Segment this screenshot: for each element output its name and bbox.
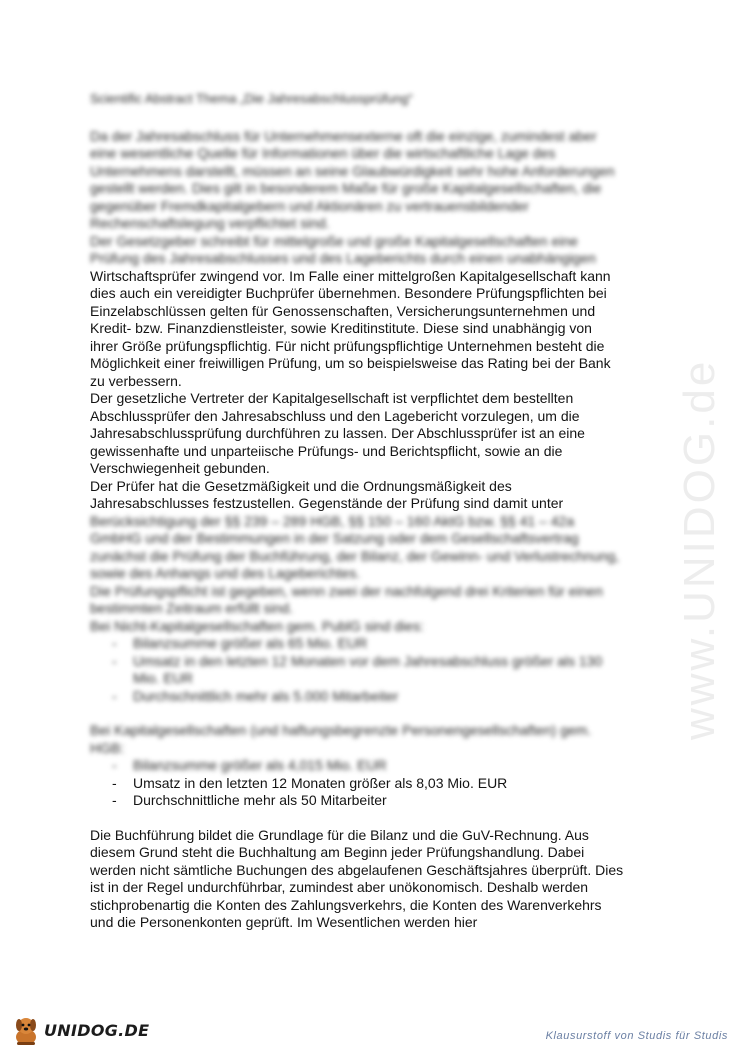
list-item: - Bilanzsumme größer als 4,015 Mio. EUR bbox=[90, 757, 665, 775]
criteria-list-hgb bbox=[90, 757, 665, 810]
criteria-list-publg bbox=[90, 635, 665, 705]
paragraph-audit-scope: Der Prüfer hat die Gesetzmäßigkeit und die Ordnungsmäßigkeit des Jahresabschlusses festzustellen. Gegenstände der Prüfung sind damit unter Berücksichtigung der §§ 239 – 289 HGB, §§ 150 – 160 AktG bzw. §§ 41 – 42a GmbHG und der Bestimmungen in der Satzung oder dem Gesellschaftsvertrag zunächst die Prüfung der Buchführung, der Bilanz, der Gewinn- und Verlustrechnung, sowie des Anhangs und des Lageberichtes. Die Prüfungspflicht ist gegeben, wenn zwei der nachfolgend drei Kriterien für einen bestimmten Zeitraum erfüllt sind. Bei Nicht-Kapitalgesellschaften gem. PublG sind dies: bbox=[90, 477, 620, 634]
logo-text: UNIDOG.DE bbox=[44, 1021, 150, 1040]
dog-icon bbox=[8, 1013, 44, 1049]
footer-tagline: Klausurstoff von Studis für Studis bbox=[545, 1030, 728, 1042]
paragraph-legal-requirement: Der Gesetzgeber schreibt für mittelgroße und große Kapitalgesellschaften eine Prüfung des Jahresabschlusses und des Lageberichts durch einen unabhängigen Wirtschaftsprüfer zwingend vor. Im Falle einer mittelgroßen Kapitalgesellschaft kann dies auch ein vereidigter Buchprüfer übernehmen. Besondere Prüfungspflichten bei Einzelabschlüssen gelten für Genossenschaften, Versicherungsunternehmen und Kredit- bzw. Finanzdienstleister, sowie Kreditinstitute. Diese sind unabhängig von ihrer Größe prüfungspflichtig. Für nicht prüfungspflichtige Unternehmen besteht die Möglichkeit einer freiwilligen Prüfung, um so beispielsweise das Rating bei der Bank zu verbessern. bbox=[90, 232, 611, 389]
paragraph-legal-representative: Der gesetzliche Vertreter der Kapitalgesellschaft ist verpflichtet dem bestellten Abschlussprüfer den Jahresabschluss und den Lagebericht vorzulegen, um die Jahresabschlussprüfung durchführen zu lassen. Der Abschlussprüfer ist an eine gewissenhafte und unparteiische Prüfungs- und Berichtspflicht, sowie an die Verschwiegenheit gebunden. bbox=[90, 390, 585, 476]
watermark bbox=[670, 230, 730, 750]
blank-line bbox=[90, 705, 665, 722]
paragraph-intro: Da der Jahresabschluss für Unternehmensexterne oft die einzige, zumindest aber eine wesentliche Quelle für Informationen über die wirtschaftliche Lage des Unternehmens darstellt, müssen an seine Glaubwürdigkeit sehr hohe Anforderungen gestellt werden. Dies gilt in besonderem Maße für große Kapitalgesellschaften, die gegenüber Fremdkapitalgebern und Aktionären zu vertrauensbildender Rechenschaftslegung verpflichtet sind. bbox=[90, 127, 615, 231]
svg-text:www.UNIDOG.de: www.UNIDOG.de bbox=[675, 358, 724, 740]
list-item: - Umsatz in den letzten 12 Monaten vor dem Jahresabschluss größer als 130 bbox=[90, 653, 665, 671]
document-title: Scientific Abstract Thema „Die Jahresabschlussprüfung“ bbox=[90, 91, 413, 106]
list-item: - Durchschnittliche mehr als 50 Mitarbeiter bbox=[90, 792, 665, 810]
list-item: - Umsatz in den letzten 12 Monaten größer als 8,03 Mio. EUR bbox=[90, 775, 665, 793]
list-item: - Bilanzsumme größer als 65 Mio. EUR bbox=[90, 635, 665, 653]
footer-logo bbox=[8, 1013, 158, 1053]
list-item: - Durchschnittlich mehr als 5.000 Mitarbeiter bbox=[90, 688, 665, 706]
paragraph-bookkeeping: Die Buchführung bildet die Grundlage für die Bilanz und die GuV-Rechnung. Aus diesem Grund steht die Buchhaltung am Beginn jeder Prüfungshandlung. Dabei werden nicht sämtliche Buchungen des abgelaufenen Geschäftsjahres überprüft. Dies ist in der Regel undurchführbar, zumindest aber unökonomisch. Deshalb werden stichprobenartig die Konten des Zahlungsverkehrs, die Konten des Warenverkehrs und die Personenkonten geprüft. Im Wesentlichen werden hier bbox=[90, 826, 624, 930]
list-item-continued: Mio. EUR bbox=[133, 670, 193, 686]
blank-line bbox=[90, 810, 665, 827]
document-body bbox=[90, 90, 665, 932]
paragraph-hgb-intro: Bei Kapitalgesellschaften (und haftungsbegrenzte Personengesellschaften) gem. HGB: bbox=[90, 722, 592, 756]
